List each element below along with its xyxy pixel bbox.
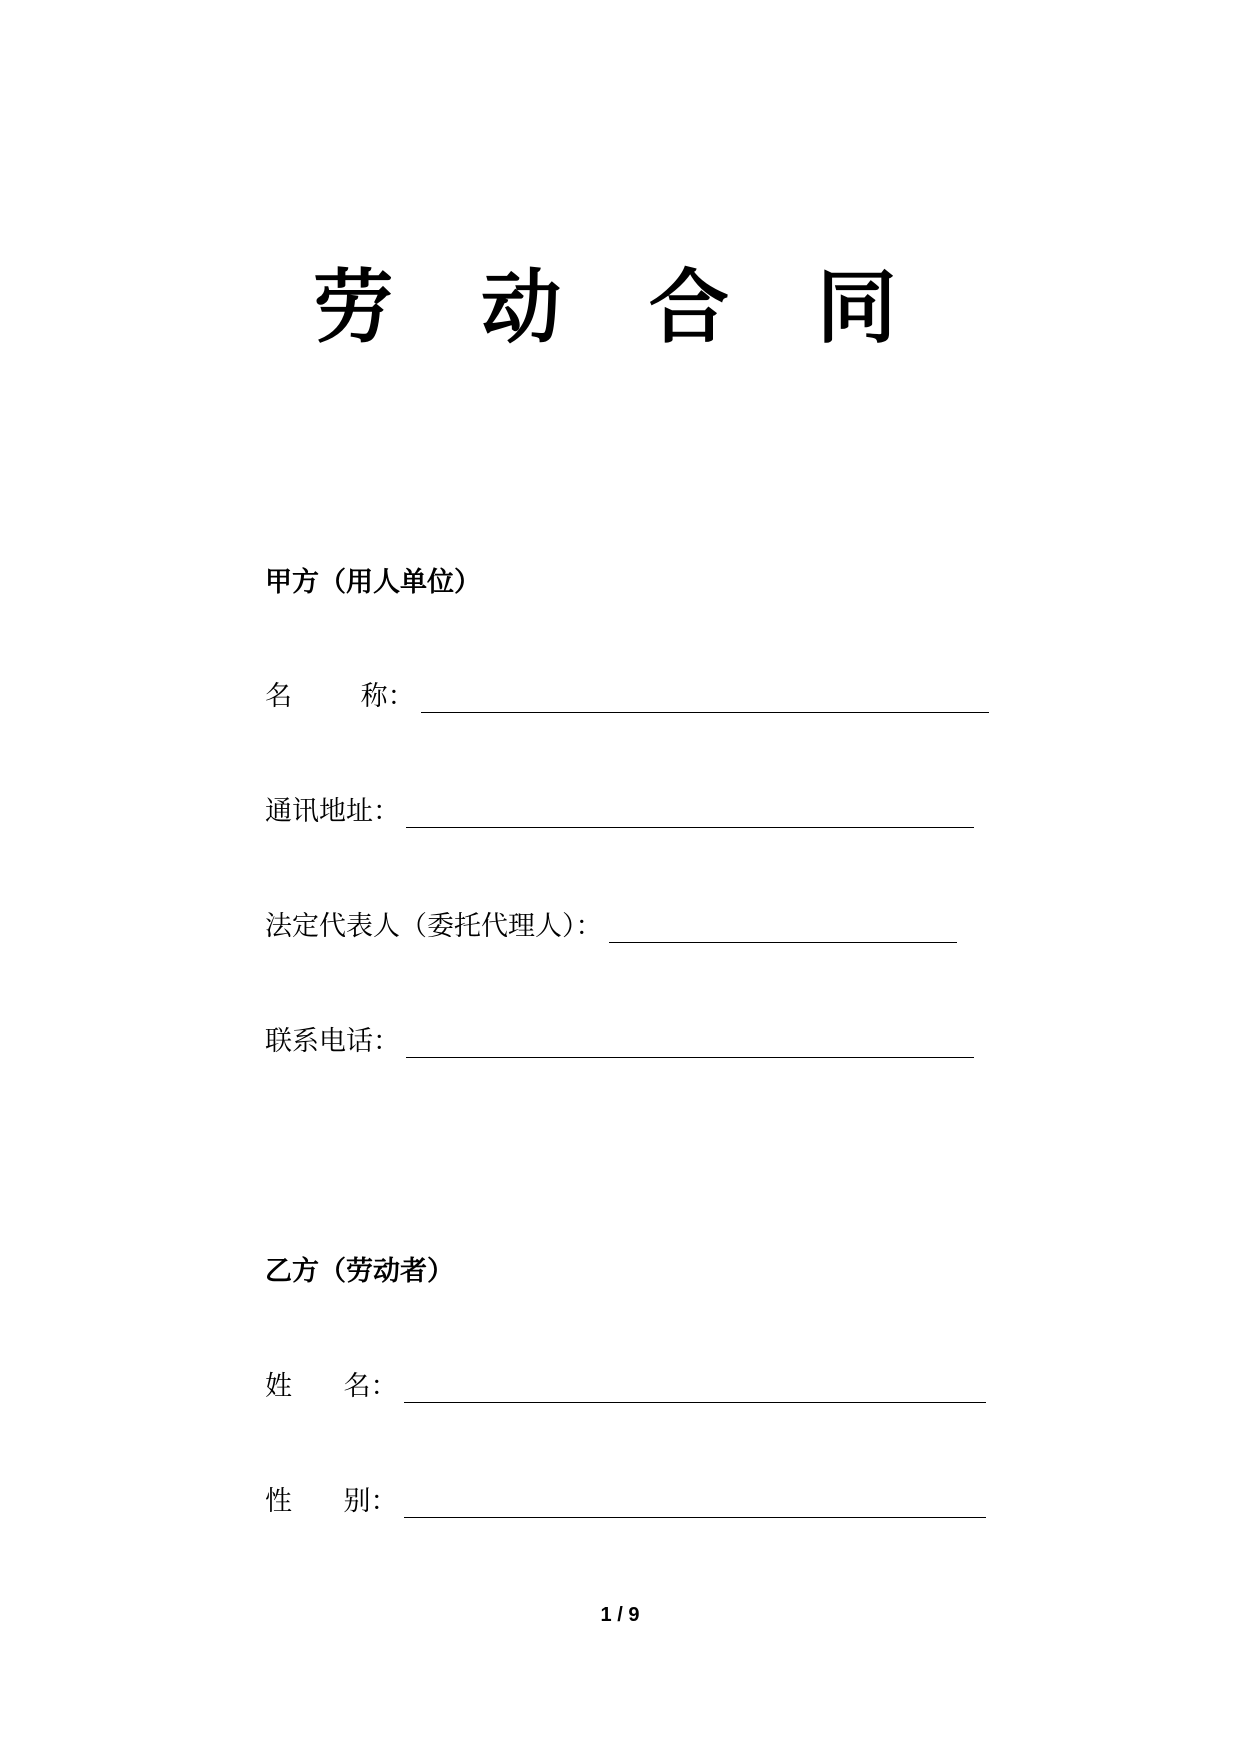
party-b-gender-label: 性 别：	[265, 1486, 398, 1517]
party-b-name-label: 姓 名：	[265, 1371, 398, 1402]
party-a-address-label: 通讯地址：	[265, 796, 400, 827]
party-a-address-row	[265, 790, 974, 832]
party-a-phone-label: 联系电话：	[265, 1026, 400, 1057]
party-a-representative-label: 法定代表人（委托代理人）：	[265, 911, 603, 942]
party-b-heading: 乙方（劳动者）	[265, 1256, 454, 1287]
party-a-heading: 甲方（用人单位）	[265, 567, 481, 598]
party-b-gender-blank[interactable]	[404, 1487, 986, 1518]
party-a-phone-blank[interactable]	[406, 1027, 974, 1058]
party-a-phone-row	[265, 1020, 974, 1062]
party-a-address-blank[interactable]	[406, 797, 974, 828]
party-a-representative-blank[interactable]	[609, 912, 957, 943]
party-a-name-row	[265, 675, 989, 717]
party-b-gender-row	[265, 1480, 986, 1522]
party-b-name-blank[interactable]	[404, 1372, 986, 1403]
page-title: 劳 动 合 同	[313, 260, 927, 354]
page-number: 1 / 9	[600, 1604, 640, 1626]
party-a-representative-row	[265, 905, 957, 947]
party-a-name-label: 名 称：	[265, 681, 415, 712]
party-b-name-row	[265, 1365, 986, 1407]
party-a-name-blank[interactable]	[421, 682, 989, 713]
